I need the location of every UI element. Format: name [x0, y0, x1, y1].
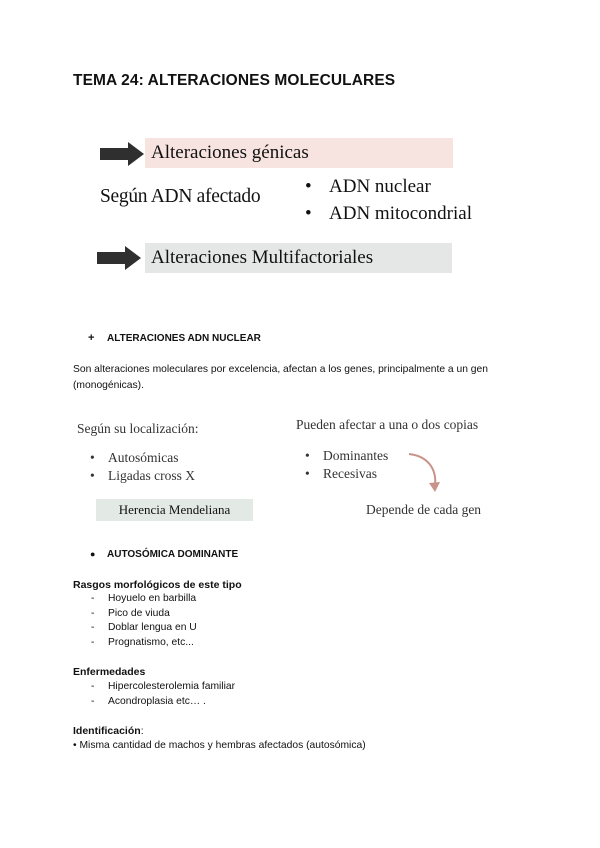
enfermedades-title: Enfermedades	[73, 666, 146, 678]
section-paragraph: Son alteraciones moleculares por excelencia, afectan a los genes, principalmente a un gen (monogénicas).	[73, 364, 488, 391]
adn-list	[305, 173, 472, 227]
list-item: - Prognatismo, etc...	[91, 636, 194, 648]
section-heading-adn-nuclear: ALTERACIONES ADN NUCLEAR	[107, 333, 261, 344]
list-item: - Doblar lengua en U	[91, 622, 197, 633]
rasgos-title: Rasgos morfológicos de este tipo	[73, 579, 242, 591]
copias-title: Pueden afectar a una o dos copias	[296, 417, 479, 432]
list-item: • Autosómicas	[90, 450, 179, 465]
section-heading-autosomica: AUTOSÓMICA DOMINANTE	[107, 549, 239, 560]
localizacion-list	[90, 449, 195, 485]
list-item: • Recesivas	[305, 466, 377, 481]
identificacion-list	[73, 739, 366, 754]
bullet-dot-icon: ●	[90, 549, 96, 559]
list-item: • Dominantes	[305, 448, 389, 463]
bullet-plus-icon: +	[88, 332, 95, 344]
alteraciones-genicas-box: Alteraciones génicas	[145, 138, 453, 168]
list-item: - Pico de viuda	[91, 607, 170, 619]
identificacion-heading: Identificación:	[73, 725, 144, 737]
list-item: • Ligadas cross X	[90, 468, 195, 483]
list-item: - Hipercolesterolemia familiar	[91, 681, 236, 692]
herencia-mendeliana-box: Herencia Mendeliana	[96, 499, 253, 521]
segun-adn-label: Según ADN afectado	[100, 186, 261, 207]
copias-list	[305, 447, 388, 483]
list-item: - Hoyuelo en barbilla	[91, 593, 197, 604]
adn-item: • ADN mitocondrial	[305, 203, 473, 224]
right-arrow-icon	[97, 246, 141, 270]
right-arrow-icon	[100, 142, 144, 166]
page-title: TEMA 24: ALTERACIONES MOLECULARES	[73, 72, 396, 89]
localizacion-title: Según su localización:	[77, 421, 199, 436]
alteraciones-multifactoriales-box: Alteraciones Multifactoriales	[145, 243, 452, 273]
rasgos-list	[91, 592, 197, 650]
list-item: - Acondroplasia etc… .	[91, 695, 206, 707]
depende-label: Depende de cada gen	[366, 502, 482, 517]
enfermedades-list	[91, 680, 235, 709]
adn-item: • ADN nuclear	[305, 176, 431, 197]
list-item: • Misma cantidad de machos y hembras afectados (autosómica)	[73, 740, 366, 751]
curved-arrow-icon	[405, 450, 445, 495]
